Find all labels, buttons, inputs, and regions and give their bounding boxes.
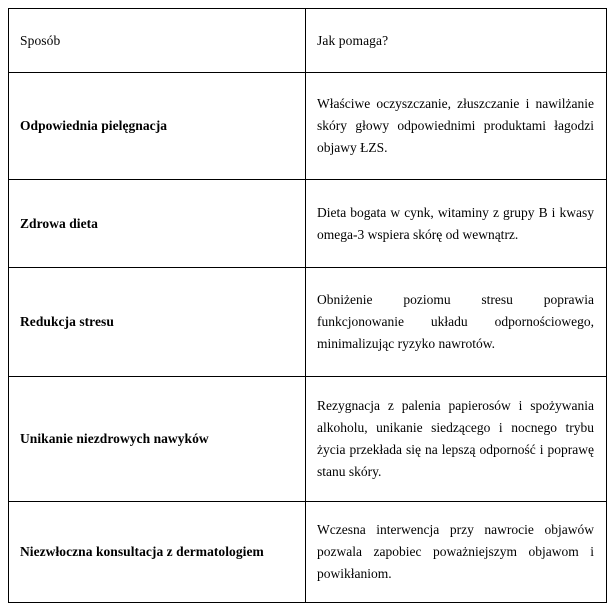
method-label: Niezwłoczna konsultacja z dermatologiem [20,544,264,560]
table-cell-help [306,73,607,180]
methods-table [8,8,607,603]
help-text: Właściwe oczyszczanie, złuszczanie i nawilżanie skóry głowy odpowiednimi produktami łagodzi objawy ŁZS. [317,96,594,155]
table-cell-help [306,268,607,377]
table-cell-method [9,268,306,377]
table-cell-help [306,180,607,268]
help-text: Rezygnacja z palenia papierosów i spożywania alkoholu, unikanie siedzącego i nocnego trybu życia przekłada się na lepszą odporność i poprawę stanu skóry. [317,398,594,479]
table-cell-method [9,502,306,603]
table-row [9,180,607,268]
column-header-method: Sposób [20,32,61,48]
table-cell-method [9,377,306,502]
method-label: Unikanie niezdrowych nawyków [20,431,209,447]
table-header-cell-help [306,9,607,73]
table-row [9,377,607,502]
method-label: Zdrowa dieta [20,215,98,231]
method-label: Odpowiednia pielęgnacja [20,118,168,134]
table-header-row [9,9,607,73]
table-cell-method [9,180,306,268]
help-text: Dieta bogata w cynk, witaminy z grupy B i kwasy omega-3 wspiera skórę od wewnątrz. [317,204,594,242]
table-cell-help [306,377,607,502]
method-label: Redukcja stresu [20,314,114,330]
table-container [8,8,606,597]
help-text: Wczesna interwencja przy nawrocie objawów pozwala zapobiec poważniejszym objawom i powikłaniom. [317,522,594,581]
column-header-help: Jak pomaga? [317,32,389,48]
table-row [9,73,607,180]
table-cell-method [9,73,306,180]
help-text: Obniżenie poziomu stresu poprawia funkcjonowanie układu odpornościowego, minimalizując ryzyko nawrotów. [317,292,594,351]
table-row [9,502,607,603]
table-row [9,268,607,377]
table-cell-help [306,502,607,603]
table-header-cell-method [9,9,306,73]
